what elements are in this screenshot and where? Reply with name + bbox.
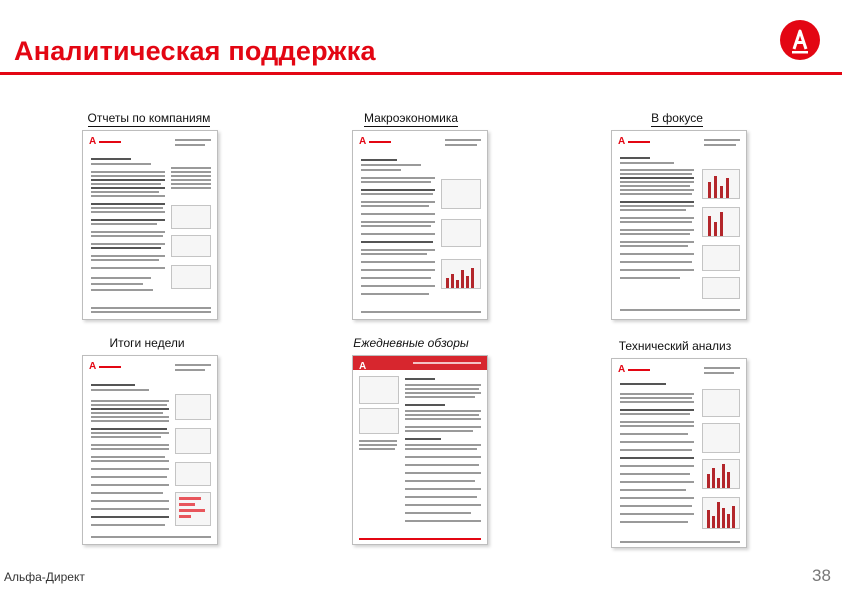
report-thumbnail-company[interactable] bbox=[82, 130, 218, 320]
alfa-logo-icon bbox=[780, 20, 820, 60]
section-label-technical-analysis[interactable]: Технический анализ bbox=[618, 339, 732, 353]
report-thumbnail-technical[interactable] bbox=[611, 358, 747, 548]
report-thumbnail-focus[interactable] bbox=[611, 130, 747, 320]
alfa-mark-icon: A bbox=[89, 361, 97, 372]
section-label-company-reports[interactable]: Отчеты по компаниям bbox=[87, 111, 211, 125]
section-label-weekly-results[interactable]: Итоги недели bbox=[109, 336, 185, 350]
page-number: 38 bbox=[812, 566, 831, 585]
section-label-macroeconomics[interactable]: Макроэкономика bbox=[363, 111, 459, 125]
footer-brand-text: Альфа-Директ bbox=[4, 570, 85, 584]
report-thumbnail-weekly[interactable] bbox=[82, 355, 218, 545]
section-label-in-focus[interactable]: В фокусе bbox=[651, 111, 703, 125]
title-divider bbox=[0, 72, 842, 75]
alfa-mark-icon: A bbox=[359, 361, 367, 372]
page-title: Аналитическая поддержка bbox=[14, 36, 376, 66]
alfa-mark-icon: A bbox=[618, 136, 626, 147]
section-label-daily-reviews[interactable]: Ежедневные обзоры bbox=[353, 336, 469, 350]
alfa-mark-icon: A bbox=[89, 136, 97, 147]
report-thumbnail-macro[interactable] bbox=[352, 130, 488, 320]
alfa-mark-icon: A bbox=[618, 364, 626, 375]
report-thumbnail-daily[interactable] bbox=[352, 355, 488, 545]
alfa-mark-icon: A bbox=[359, 136, 367, 147]
